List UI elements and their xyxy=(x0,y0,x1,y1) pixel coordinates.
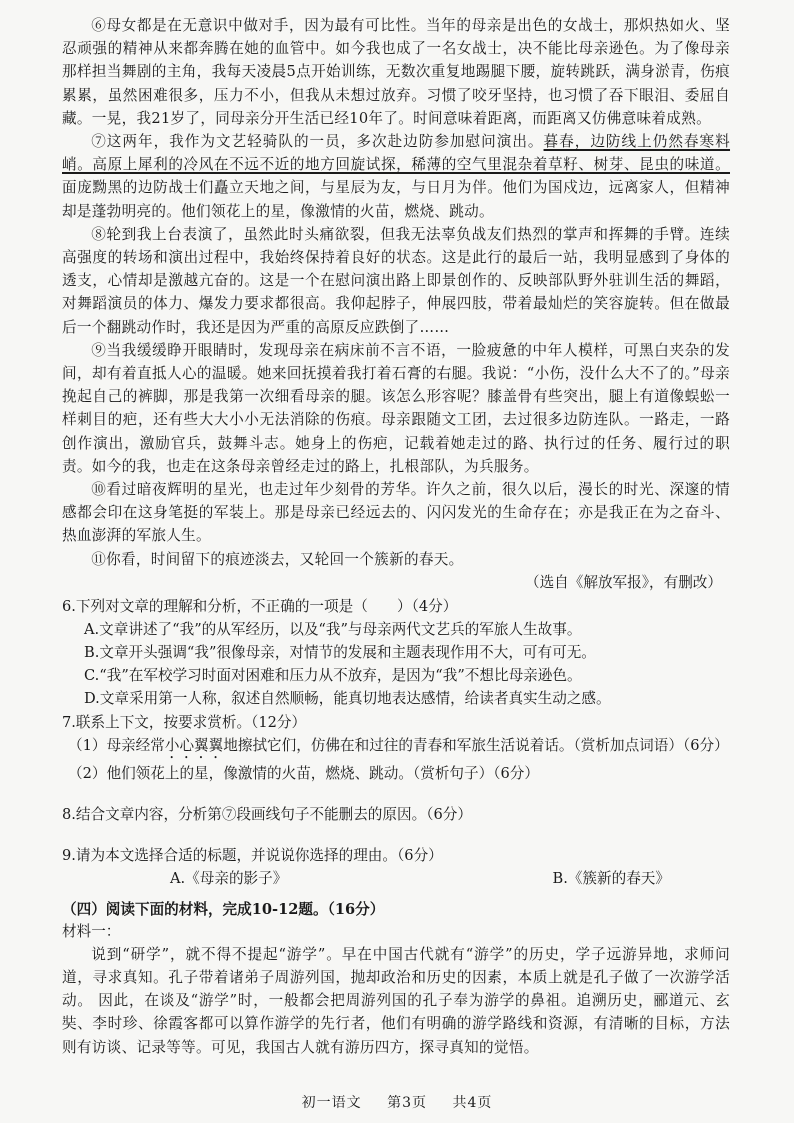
question-9: 9.请为本文选择合适的标题，并说说你选择的理由。（6分） xyxy=(62,846,443,864)
paragraph-7-start: ⑦这两年，我作为文艺轻骑队的一员，多次赴边防参加慰问演出。 xyxy=(91,133,544,151)
question-7-part-2: （2）他们领花上的星，像激情的火苗，燃烧、跳动。（赏析句子）（6分） xyxy=(68,764,539,782)
page-footer xyxy=(0,1092,794,1112)
question-6-option-c: C.“我”在军校学习时面对困难和压力从不放弃，是因为“我”不想比母亲逊色。 xyxy=(84,666,582,684)
question-7-part-1 xyxy=(62,734,730,762)
question-9-choices xyxy=(62,867,730,890)
paragraph-7-end: 面庞黝黑的边防战士们矗立天地之间，与星辰为友，与日月为伴。他们为国戍边，远离家人，但精神却是蓬勃明亮的。他们领花上的星，像激情的火苗，燃烧、跳动。 xyxy=(62,179,730,220)
paragraph-8: ⑧轮到我上台表演了，虽然此时头痛欲裂，但我无法辜负战友们热烈的掌声和挥舞的手臂。连续高强度的转场和演出过程中，我始终保持着良好的状态。这是此行的最后一站，我明显感到了身体的透支，心情却是激越亢奋的。这是一个在慰问演出路上即景创作的、反映部队野外驻训生活的舞蹈，对舞蹈演员的体力、爆发力要求都很高。我仰起脖子，伸展四肢，带着最灿烂的笑容旋转。但在做最后一个翻跳动作时，我还是因为严重的高原反应跌倒了…… xyxy=(62,225,730,336)
paragraph-7-underlined-sentence: 暮春，边防线上仍然春寒料峭。高原上犀利的冷风在不远不近的地方回旋试探，稀薄的空气里混杂着草籽、树芽、昆虫的味道。 xyxy=(62,133,731,174)
paragraph-9: ⑨当我缓缓睁开眼睛时，发现母亲在病床前不言不语，一脸疲惫的中年人模样，可黑白夹杂的发间，却有着直抵人心的温暖。她来回抚摸着我打着石膏的右腿。我说：“小伤，没什么大不了的。”母亲挽起自己的裤脚，那是我第一次细看母亲的腿。该怎么形容呢？膝盖骨有些突出，腿上有道像蜈蚣一样刺目的疤，还有些大大小小无法消除的伤痕。母亲跟随文工团，去过很多边防连队。一路走，一路创作演出，激励官兵，鼓舞斗志。她身上的伤疤，记载着她走过的路、执行过的任务、履行过的职责。如今的我，也走在这条母亲曾经走过的路上，扎根部队，为兵服务。 xyxy=(62,341,730,475)
footer-page-number: 第3页 xyxy=(387,1095,427,1111)
dotted-phrase: 小心翼翼 xyxy=(164,736,224,754)
paragraph-7 xyxy=(62,130,730,223)
question-8: 8.结合文章内容，分析第⑦段画线句子不能删去的原因。（6分） xyxy=(62,805,472,823)
answer-space xyxy=(62,826,730,843)
footer-subject: 初一语文 xyxy=(301,1095,362,1111)
question-9-option-b: B.《簇新的春天》 xyxy=(552,869,670,887)
question-9-option-a: A.《母亲的影子》 xyxy=(170,869,288,887)
section-4-heading: （四）阅读下面的材料，完成10-12题。（16分） xyxy=(62,900,385,918)
material-1-label: 材料一： xyxy=(62,922,121,940)
question-6-option-d: D.文章采用第一人称，叙述自然顺畅，能真切地表达感情，给读者真实生动之感。 xyxy=(84,689,611,707)
paragraph-10: ⑩看过暗夜辉明的星光，也走过年少刻骨的芳华。许久之前，很久以后，漫长的时光、深邃的情感都会印在这身笔挺的军装上。那是母亲已经远去的、闪闪发光的生命存在；亦是我正在为之奋斗、热血澎湃的军旅人生。 xyxy=(62,481,730,545)
question-7-part-1-post: 地擦拭它们，仿佛在和过往的青春和军旅生活说着话。（赏析加点词语）（6分） xyxy=(223,736,729,754)
question-7-part-1-pre: （1）母亲经常 xyxy=(68,736,165,754)
question-7: 7.联系上下文，按要求赏析。（12分） xyxy=(62,713,307,731)
answer-space xyxy=(62,785,730,802)
question-6: 6.下列对文章的理解和分析，不正确的一项是（ ）（4分） xyxy=(62,597,458,615)
question-6-option-a: A.文章讲述了“我”的从军经历，以及“我”与母亲两代文艺兵的军旅人生故事。 xyxy=(84,620,582,638)
passage-source: （选自《解放军报》，有删改） xyxy=(524,573,722,591)
paragraph-11: ⑪你看，时间留下的痕迹淡去，又轮回一个簇新的春天。 xyxy=(91,550,464,568)
question-6-option-b: B.文章开头强调“我”很像母亲，对情节的发展和主题表现作用不大，可有可无。 xyxy=(84,643,596,661)
paragraph-6: ⑥母女都是在无意识中做对手，因为最有可比性。当年的母亲是出色的女战士，那炽热如火、坚忍顽强的精神从来都奔腾在她的血管中。如今我也成了一名女战士，决不能比母亲逊色。为了像母亲那样担当舞剧的主角，我每天凌晨5点开始训练，无数次重复地踢腿下腰，旋转跳跃，满身淤青，伤痕累累，虽然困难很多，压力不小，但我从未想过放弃。习惯了咬牙坚持，也习惯了吞下眼泪、委屈自藏。一晃，我21岁了，同母亲分开生活已经10年了。时间意味着距离，而距离又仿佛意味着成熟。 xyxy=(62,17,730,127)
footer-total-pages: 共4页 xyxy=(452,1095,493,1111)
material-1-text: 说到“研学”，就不得不提起“游学”。早在中国古代就有“游学”的历史，学子远游异地，求师问道，寻求真知。孔子带着诸弟子周游列国，抛却政治和历史的因素，本质上就是孔子做了一次游学活动。 因此，在谈及“游学”时，一般都会把周游列国的孔子奉为游学的鼻祖。追溯历史，郦道元、玄奘、李时珍、徐霞客都可以算作游学的先行者，他们有明确的游学路线和资源，有清晰的目标，方法则有访谈、记录等等。可见，我国古人就有游历四方，探寻真知的觉悟。 xyxy=(62,945,730,1056)
